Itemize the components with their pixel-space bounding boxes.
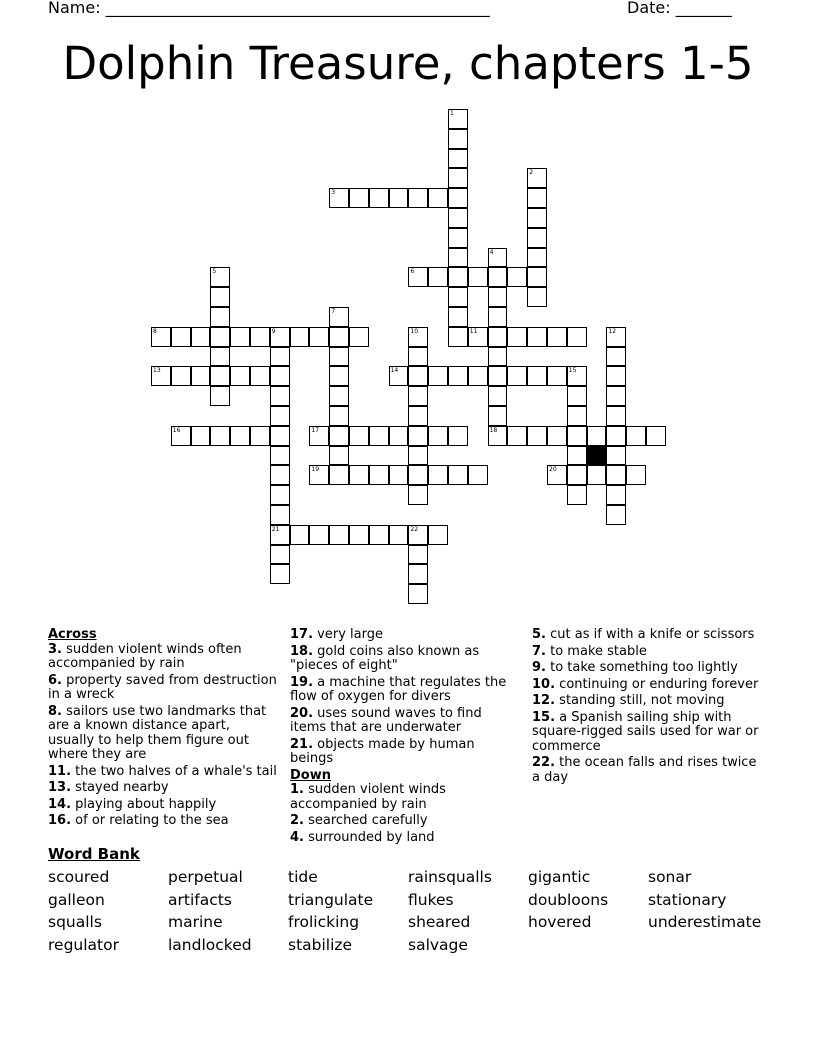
grid-cell[interactable] bbox=[448, 327, 468, 347]
cell-number: 1 bbox=[450, 110, 454, 117]
grid-cell[interactable] bbox=[210, 366, 230, 386]
grid-cell[interactable] bbox=[606, 347, 626, 367]
grid-cell[interactable] bbox=[210, 426, 230, 446]
cell-number: 3 bbox=[331, 189, 336, 197]
word-bank-item: rainsqualls bbox=[408, 868, 492, 886]
grid-cell[interactable] bbox=[151, 366, 171, 386]
clue-text: of or relating to the sea bbox=[75, 813, 229, 828]
clue-item bbox=[290, 783, 520, 812]
grid-cell[interactable] bbox=[488, 248, 508, 268]
black-cell bbox=[587, 446, 607, 466]
cell-number: 8 bbox=[153, 327, 157, 335]
grid-cell[interactable] bbox=[567, 327, 587, 347]
grid-cell[interactable] bbox=[428, 366, 448, 386]
grid-cell[interactable] bbox=[230, 366, 250, 386]
clue-number: 4. bbox=[290, 829, 304, 845]
word-bank-item: stationary bbox=[648, 890, 727, 909]
grid-cell[interactable] bbox=[488, 267, 508, 287]
grid-cell[interactable] bbox=[547, 366, 567, 386]
clue-item bbox=[290, 738, 520, 767]
word-bank-item: marine bbox=[168, 913, 223, 932]
clue-item bbox=[532, 628, 764, 643]
clue-text: uses sound waves to find items that are underwater bbox=[290, 705, 482, 735]
grid-cell[interactable] bbox=[527, 327, 547, 347]
clue-item bbox=[290, 645, 520, 674]
word-bank-item: stabilize bbox=[288, 936, 353, 955]
cell-number: 12 bbox=[608, 327, 617, 335]
clue-item bbox=[48, 814, 280, 829]
grid-cell[interactable] bbox=[191, 426, 211, 446]
cell-number: 22 bbox=[410, 525, 419, 533]
word-bank-item: regulator bbox=[48, 936, 119, 955]
clue-text: sudden violent winds accompanied by rain bbox=[290, 782, 446, 812]
grid-cell[interactable] bbox=[527, 168, 547, 188]
grid-cell[interactable] bbox=[606, 446, 626, 466]
grid-cell[interactable] bbox=[329, 307, 349, 327]
clues-column-2 bbox=[290, 628, 520, 847]
clue-text: to make stable bbox=[550, 643, 647, 659]
grid-cell[interactable] bbox=[408, 347, 428, 367]
grid-cell[interactable] bbox=[567, 386, 587, 406]
clue-item bbox=[48, 643, 280, 672]
clue-item bbox=[532, 711, 764, 755]
word-bank-item: scoured bbox=[48, 868, 110, 886]
clue-number: 20. bbox=[290, 705, 314, 721]
grid-cell[interactable] bbox=[309, 525, 329, 545]
grid-cell[interactable] bbox=[270, 347, 290, 367]
grid-cell[interactable] bbox=[191, 366, 211, 386]
clue-number: 22. bbox=[532, 755, 556, 770]
cell-number: 11 bbox=[469, 327, 478, 335]
cell-number: 7 bbox=[331, 308, 336, 315]
clues-column-1 bbox=[48, 628, 280, 831]
grid-cell[interactable] bbox=[606, 366, 626, 386]
grid-cell[interactable] bbox=[329, 188, 349, 208]
word-bank-item: sonar bbox=[648, 868, 692, 886]
grid-cell[interactable] bbox=[507, 366, 527, 386]
grid-cell[interactable] bbox=[210, 347, 230, 367]
word-bank-item: hovered bbox=[528, 913, 592, 932]
grid-cell[interactable] bbox=[606, 505, 626, 525]
grid-cell[interactable] bbox=[626, 426, 646, 446]
word-bank-item: artifacts bbox=[168, 890, 232, 909]
word-bank-item: triangulate bbox=[288, 890, 374, 909]
cell-number: 16 bbox=[172, 426, 181, 434]
clue-number: 21. bbox=[290, 736, 314, 752]
word-bank-item: doubloons bbox=[528, 890, 609, 909]
clue-item bbox=[532, 694, 764, 709]
clue-text: a Spanish sailing ship with square-rigged sails used for war or commerce bbox=[532, 709, 759, 754]
grid-cell[interactable] bbox=[389, 366, 409, 386]
grid-cell[interactable] bbox=[369, 188, 389, 208]
grid-cell[interactable] bbox=[171, 327, 191, 347]
clue-text: a machine that regulates the flow of oxygen for divers bbox=[290, 674, 507, 704]
grid-cell[interactable] bbox=[488, 406, 508, 426]
grid-cell[interactable] bbox=[230, 327, 250, 347]
grid-cell[interactable] bbox=[408, 446, 428, 466]
grid-cell[interactable] bbox=[408, 327, 428, 347]
clue-text: sailors use two landmarks that are a known distance apart, usually to help them figure out where they are bbox=[48, 703, 267, 762]
cell-number: 10 bbox=[410, 327, 419, 335]
grid-cell[interactable] bbox=[527, 267, 547, 287]
grid-cell[interactable] bbox=[408, 465, 428, 485]
grid-cell[interactable] bbox=[468, 465, 488, 485]
grid-cell[interactable] bbox=[527, 188, 547, 208]
grid-cell[interactable] bbox=[171, 426, 191, 446]
clue-text: stayed nearby bbox=[75, 780, 169, 795]
across-heading: Across bbox=[48, 627, 97, 642]
name-line: ________________________________________________ bbox=[105, 0, 490, 17]
grid-cell[interactable] bbox=[369, 426, 389, 446]
clue-item bbox=[290, 707, 520, 736]
clue-number: 5. bbox=[532, 627, 546, 642]
clue-text: property saved from destruction in a wreck bbox=[48, 672, 277, 702]
grid-cell[interactable] bbox=[468, 366, 488, 386]
clue-text: cut as if with a knife or scissors bbox=[550, 627, 755, 642]
grid-cell[interactable] bbox=[428, 525, 448, 545]
grid-cell[interactable] bbox=[428, 267, 448, 287]
grid-cell[interactable] bbox=[329, 426, 349, 446]
grid-cell[interactable] bbox=[646, 426, 666, 446]
grid-cell[interactable] bbox=[389, 465, 409, 485]
grid-cell[interactable] bbox=[567, 366, 587, 386]
grid-cell[interactable] bbox=[468, 327, 488, 347]
grid-cell[interactable] bbox=[527, 208, 547, 228]
clue-item bbox=[48, 674, 280, 703]
grid-cell[interactable] bbox=[250, 327, 270, 347]
grid-cell[interactable] bbox=[210, 307, 230, 327]
grid-cell[interactable] bbox=[527, 366, 547, 386]
clue-number: 13. bbox=[48, 780, 72, 795]
clue-number: 9. bbox=[532, 660, 546, 675]
grid-cell[interactable] bbox=[527, 287, 547, 307]
grid-cell[interactable] bbox=[389, 525, 409, 545]
clue-number: 19. bbox=[290, 674, 314, 690]
grid-cell[interactable] bbox=[408, 485, 428, 505]
page-title: Dolphin Treasure, chapters 1-5 bbox=[62, 37, 754, 90]
grid-cell[interactable] bbox=[448, 465, 468, 485]
clue-text: searched carefully bbox=[308, 813, 428, 828]
clue-number: 14. bbox=[48, 796, 72, 812]
grid-cell[interactable] bbox=[408, 267, 428, 287]
grid-cell[interactable] bbox=[567, 465, 587, 485]
cell-number: 21 bbox=[271, 525, 280, 533]
cell-number: 20 bbox=[549, 466, 557, 474]
clue-number: 8. bbox=[48, 703, 62, 719]
clue-text: sudden violent winds often accompanied by rain bbox=[48, 641, 242, 671]
grid-cell[interactable] bbox=[408, 386, 428, 406]
grid-cell[interactable] bbox=[408, 426, 428, 446]
grid-cell[interactable] bbox=[270, 426, 290, 446]
grid-cell[interactable] bbox=[329, 386, 349, 406]
grid-cell[interactable] bbox=[151, 327, 171, 347]
grid-cell[interactable] bbox=[468, 267, 488, 287]
grid-cell[interactable] bbox=[270, 564, 290, 584]
grid-cell[interactable] bbox=[606, 327, 626, 347]
grid-cell[interactable] bbox=[527, 248, 547, 268]
clue-number: 17. bbox=[290, 627, 314, 642]
grid-cell[interactable] bbox=[448, 366, 468, 386]
grid-cell[interactable] bbox=[309, 465, 329, 485]
grid-cell[interactable] bbox=[408, 525, 428, 545]
clue-text: surrounded by land bbox=[308, 829, 435, 845]
grid-cell[interactable] bbox=[290, 327, 310, 347]
word-bank-item: galleon bbox=[48, 890, 105, 909]
clue-text: to take something too lightly bbox=[550, 660, 738, 675]
grid-cell[interactable] bbox=[309, 426, 329, 446]
grid-cell[interactable] bbox=[349, 525, 369, 545]
grid-cell[interactable] bbox=[329, 465, 349, 485]
cell-number: 17 bbox=[311, 426, 320, 434]
grid-cell[interactable] bbox=[408, 406, 428, 426]
grid-cell[interactable] bbox=[606, 426, 626, 446]
clue-number: 1. bbox=[290, 782, 304, 797]
grid-cell[interactable] bbox=[606, 386, 626, 406]
grid-cell[interactable] bbox=[587, 465, 607, 485]
clue-item bbox=[48, 765, 280, 780]
grid-cell[interactable] bbox=[488, 426, 508, 446]
clue-item bbox=[532, 678, 764, 693]
clue-item bbox=[48, 705, 280, 763]
clue-number: 18. bbox=[290, 643, 314, 659]
clue-number: 16. bbox=[48, 813, 72, 828]
grid-cell[interactable] bbox=[270, 545, 290, 565]
grid-cell[interactable] bbox=[349, 426, 369, 446]
grid-cell[interactable] bbox=[606, 406, 626, 426]
grid-cell[interactable] bbox=[448, 109, 468, 129]
word-bank-item: tide bbox=[288, 868, 318, 886]
grid-cell[interactable] bbox=[448, 208, 468, 228]
grid-cell[interactable] bbox=[428, 426, 448, 446]
clue-text: playing about happily bbox=[75, 796, 217, 812]
grid-cell[interactable] bbox=[408, 188, 428, 208]
clue-item bbox=[532, 756, 764, 785]
clue-item bbox=[48, 798, 280, 813]
grid-cell[interactable] bbox=[329, 446, 349, 466]
grid-cell[interactable] bbox=[448, 248, 468, 268]
cell-number: 9 bbox=[271, 327, 276, 335]
clue-item bbox=[290, 831, 520, 846]
clue-number: 6. bbox=[48, 672, 62, 688]
grid-cell[interactable] bbox=[507, 267, 527, 287]
grid-cell[interactable] bbox=[527, 426, 547, 446]
grid-cell[interactable] bbox=[448, 149, 468, 169]
cell-number: 6 bbox=[410, 268, 415, 276]
clue-number: 7. bbox=[532, 643, 546, 659]
clue-text: continuing or enduring forever bbox=[559, 676, 759, 692]
grid-cell[interactable] bbox=[210, 327, 230, 347]
word-bank-item: perpetual bbox=[168, 868, 243, 886]
grid-cell[interactable] bbox=[448, 168, 468, 188]
grid-cell[interactable] bbox=[230, 426, 250, 446]
word-bank-item: squalls bbox=[48, 913, 102, 932]
grid-cell[interactable] bbox=[369, 465, 389, 485]
grid-cell[interactable] bbox=[567, 426, 587, 446]
grid-cell[interactable] bbox=[488, 287, 508, 307]
grid-cell[interactable] bbox=[408, 545, 428, 565]
date-label: Date: bbox=[627, 0, 671, 17]
grid-cell[interactable] bbox=[309, 327, 329, 347]
word-bank-item: frolicking bbox=[288, 913, 360, 932]
down-heading: Down bbox=[290, 767, 331, 783]
grid-cell[interactable] bbox=[329, 347, 349, 367]
grid-cell[interactable] bbox=[448, 426, 468, 446]
grid-cell[interactable] bbox=[488, 386, 508, 406]
grid-cell[interactable] bbox=[270, 446, 290, 466]
grid-cell[interactable] bbox=[606, 465, 626, 485]
cell-number: 13 bbox=[153, 367, 161, 375]
grid-cell[interactable] bbox=[448, 267, 468, 287]
grid-cell[interactable] bbox=[349, 327, 369, 347]
grid-cell[interactable] bbox=[210, 287, 230, 307]
clue-number: 11. bbox=[48, 763, 72, 779]
clue-item bbox=[290, 676, 520, 705]
clue-text: gold coins also known as "pieces of eight" bbox=[290, 643, 480, 673]
name-label: Name: bbox=[48, 0, 101, 17]
grid-cell[interactable] bbox=[567, 485, 587, 505]
cell-number: 15 bbox=[568, 367, 577, 375]
grid-cell[interactable] bbox=[488, 327, 508, 347]
clue-text: objects made by human beings bbox=[290, 736, 475, 766]
grid-cell[interactable] bbox=[329, 327, 349, 347]
grid-cell[interactable] bbox=[270, 406, 290, 426]
clue-text: very large bbox=[317, 627, 383, 642]
grid-cell[interactable] bbox=[369, 525, 389, 545]
grid-cell[interactable] bbox=[507, 327, 527, 347]
grid-cell[interactable] bbox=[428, 188, 448, 208]
grid-cell[interactable] bbox=[448, 188, 468, 208]
grid-cell[interactable] bbox=[250, 366, 270, 386]
clue-text: the ocean falls and rises twice a day bbox=[532, 755, 757, 785]
grid-cell[interactable] bbox=[567, 446, 587, 466]
grid-cell[interactable] bbox=[527, 228, 547, 248]
cell-number: 18 bbox=[489, 426, 498, 434]
clue-number: 3. bbox=[48, 641, 62, 657]
word-bank-item: flukes bbox=[408, 890, 454, 909]
grid-cell[interactable] bbox=[210, 267, 230, 287]
grid-cell[interactable] bbox=[270, 465, 290, 485]
grid-cell[interactable] bbox=[448, 228, 468, 248]
grid-cell[interactable] bbox=[488, 347, 508, 367]
clue-text: the two halves of a whale's tail bbox=[75, 763, 277, 779]
grid-cell[interactable] bbox=[448, 307, 468, 327]
grid-cell[interactable] bbox=[270, 386, 290, 406]
grid-cell[interactable] bbox=[270, 366, 290, 386]
clue-item bbox=[290, 628, 520, 643]
grid-cell[interactable] bbox=[349, 188, 369, 208]
clue-number: 2. bbox=[290, 813, 304, 828]
grid-cell[interactable] bbox=[408, 366, 428, 386]
grid-cell[interactable] bbox=[270, 485, 290, 505]
grid-cell[interactable] bbox=[389, 188, 409, 208]
clue-number: 10. bbox=[532, 676, 556, 692]
word-bank-item: salvage bbox=[408, 936, 468, 955]
word-bank-title: Word Bank bbox=[48, 845, 140, 863]
word-bank-item: gigantic bbox=[528, 868, 591, 886]
clue-item bbox=[532, 661, 764, 676]
cell-number: 4 bbox=[489, 248, 494, 256]
grid-cell[interactable] bbox=[408, 584, 428, 604]
grid-cell[interactable] bbox=[626, 465, 646, 485]
grid-cell[interactable] bbox=[290, 525, 310, 545]
grid-cell[interactable] bbox=[408, 564, 428, 584]
grid-cell[interactable] bbox=[547, 465, 567, 485]
grid-cell[interactable] bbox=[488, 307, 508, 327]
grid-cell[interactable] bbox=[448, 129, 468, 149]
grid-cell[interactable] bbox=[488, 366, 508, 386]
clues-column-3 bbox=[532, 628, 764, 787]
grid-cell[interactable] bbox=[329, 366, 349, 386]
word-bank-item: landlocked bbox=[168, 936, 252, 955]
clue-text: standing still, not moving bbox=[559, 693, 725, 708]
grid-cell[interactable] bbox=[349, 465, 369, 485]
grid-cell[interactable] bbox=[210, 386, 230, 406]
word-bank-item: underestimate bbox=[648, 913, 762, 932]
clue-item bbox=[48, 781, 280, 796]
grid-cell[interactable] bbox=[547, 327, 567, 347]
cell-number: 19 bbox=[311, 466, 320, 474]
grid-cell[interactable] bbox=[448, 287, 468, 307]
grid-cell[interactable] bbox=[428, 465, 448, 485]
word-bank-item: sheared bbox=[408, 913, 471, 932]
grid-cell[interactable] bbox=[329, 525, 349, 545]
grid-cell[interactable] bbox=[329, 406, 349, 426]
cell-number: 5 bbox=[212, 268, 217, 276]
date-line: _______ bbox=[675, 0, 732, 17]
grid-cell[interactable] bbox=[389, 426, 409, 446]
cell-number: 14 bbox=[390, 367, 399, 375]
clue-number: 15. bbox=[532, 709, 556, 725]
clue-number: 12. bbox=[532, 693, 556, 708]
grid-cell[interactable] bbox=[250, 426, 270, 446]
grid-cell[interactable] bbox=[587, 426, 607, 446]
grid-cell[interactable] bbox=[507, 426, 527, 446]
grid-cell[interactable] bbox=[547, 426, 567, 446]
grid-cell[interactable] bbox=[606, 485, 626, 505]
clue-item bbox=[290, 814, 520, 829]
grid-cell[interactable] bbox=[171, 366, 191, 386]
grid-cell[interactable] bbox=[567, 406, 587, 426]
grid-cell[interactable] bbox=[270, 327, 290, 347]
grid-cell[interactable] bbox=[270, 525, 290, 545]
clue-item bbox=[532, 645, 764, 660]
grid-cell[interactable] bbox=[270, 505, 290, 525]
grid-cell[interactable] bbox=[191, 327, 211, 347]
cell-number: 2 bbox=[529, 169, 534, 177]
